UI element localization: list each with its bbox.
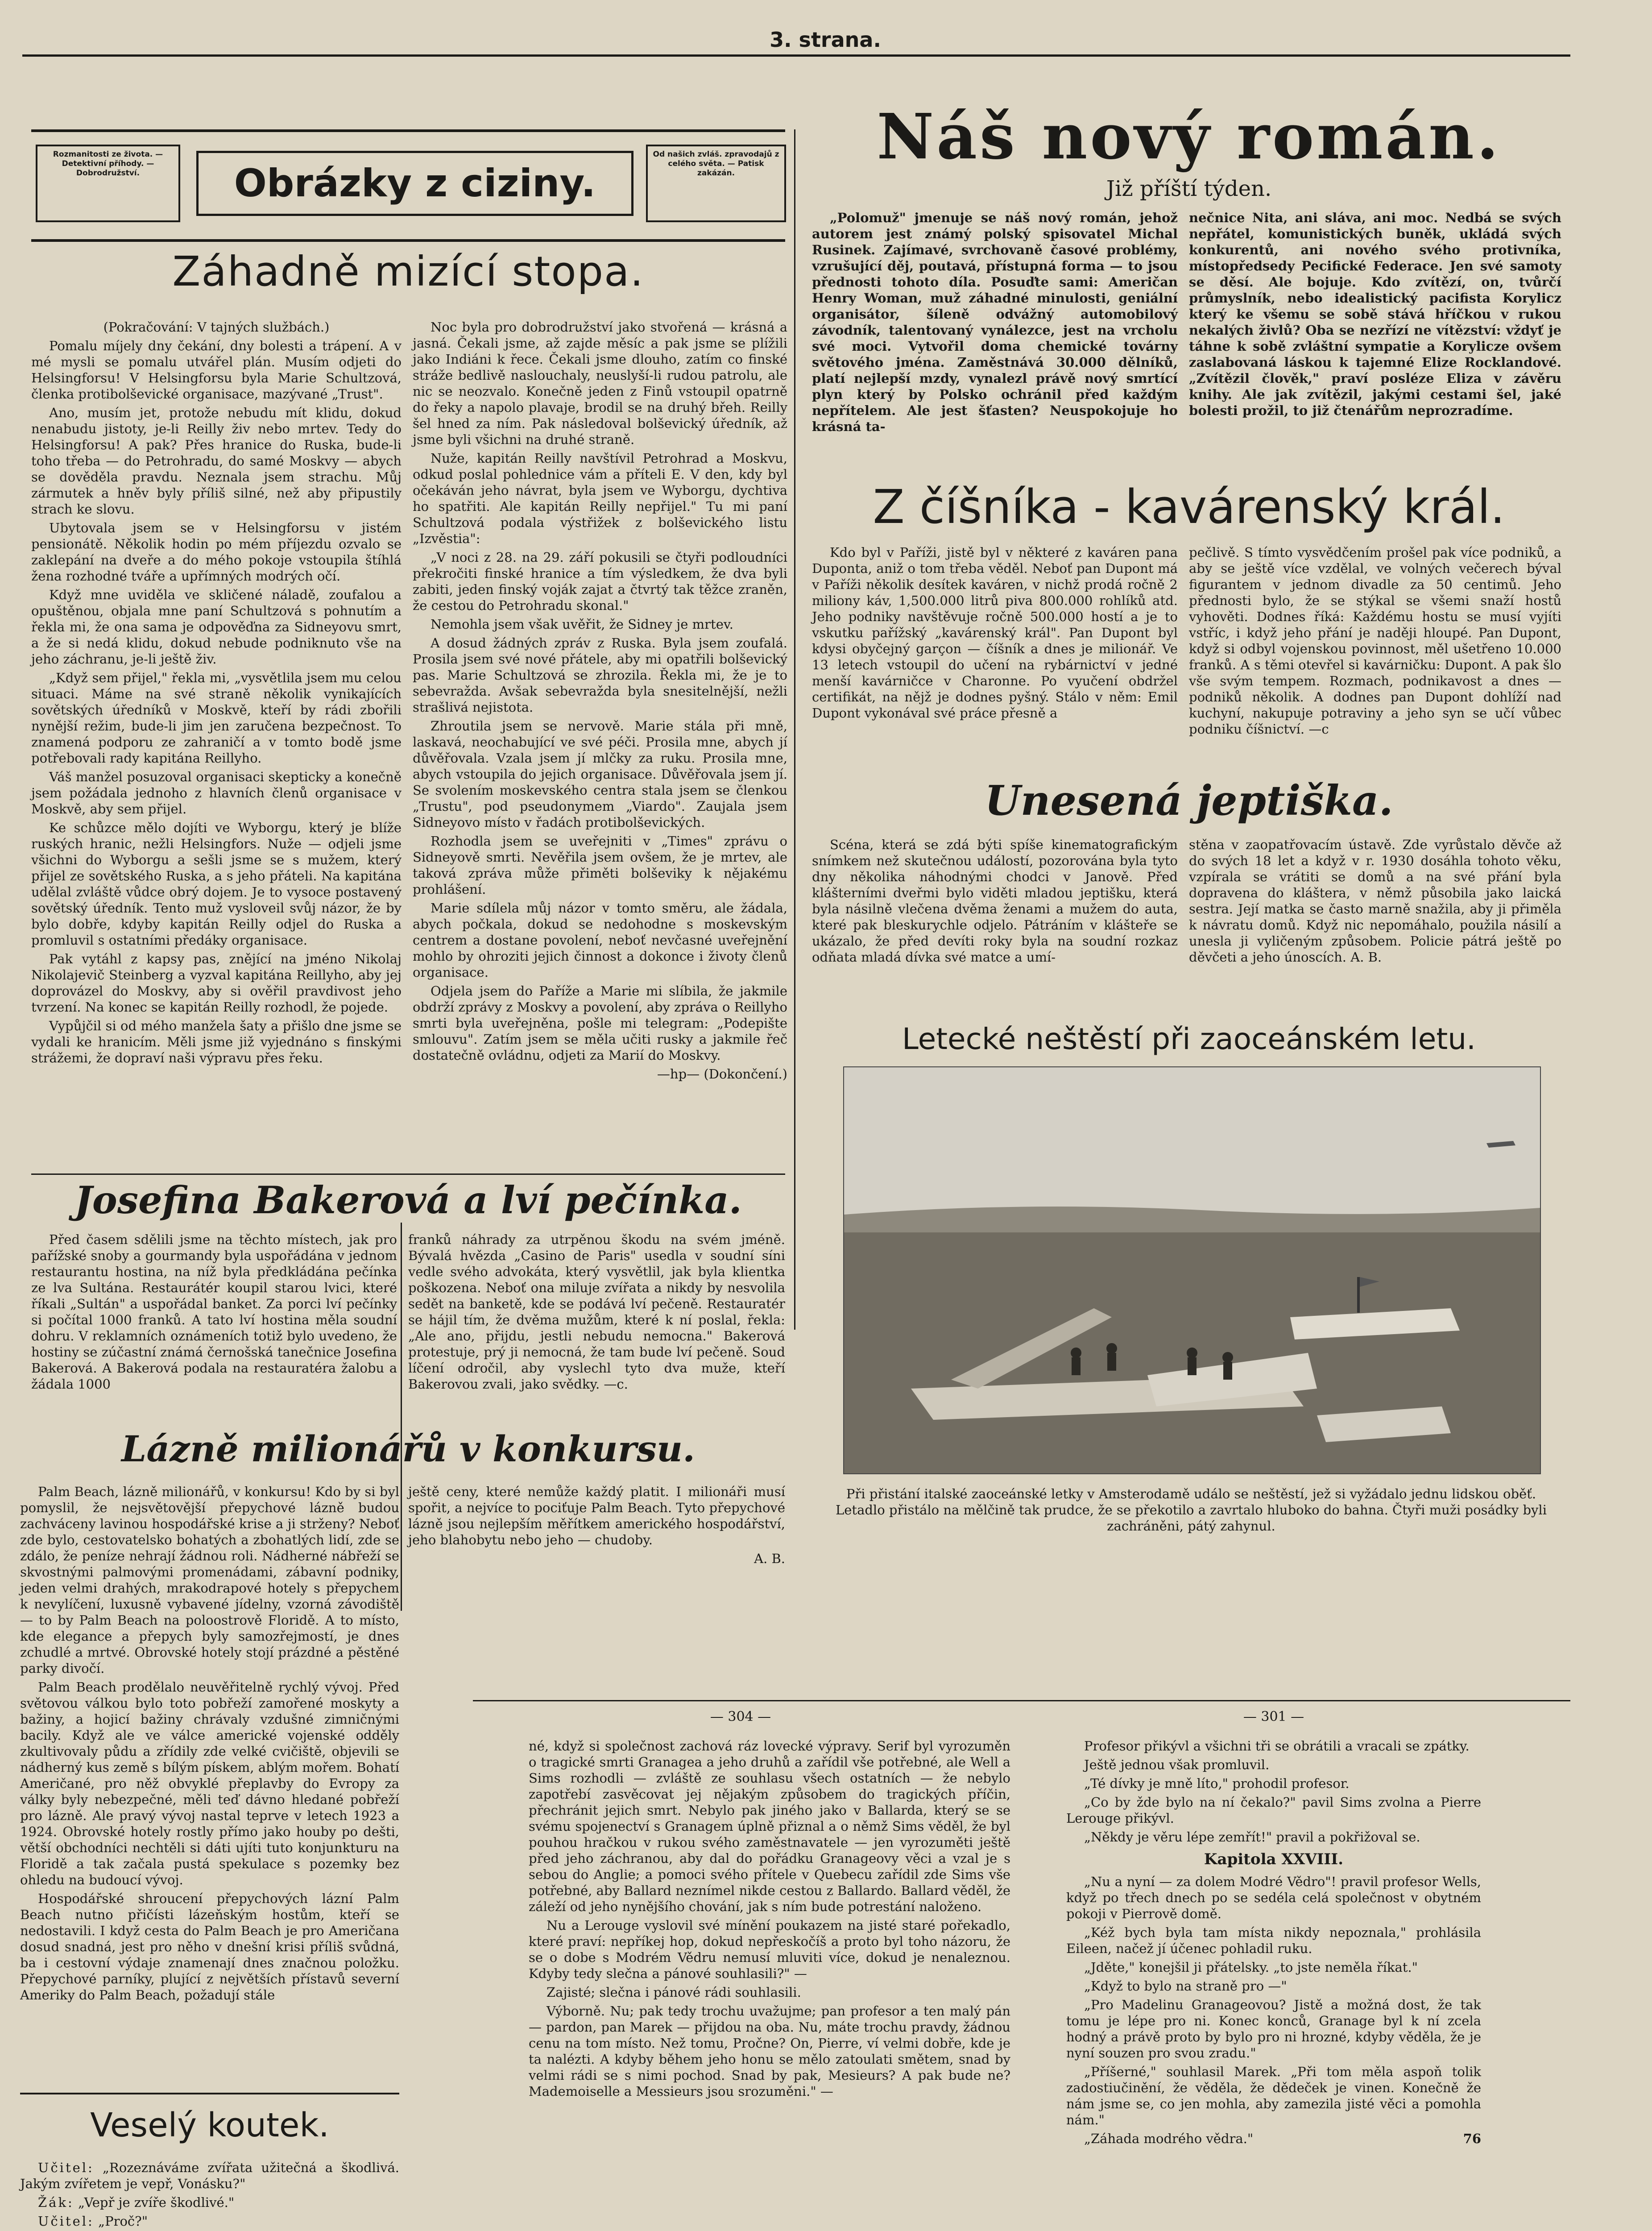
photo-scene <box>844 1067 1540 1473</box>
serial-paragraph: „Někdy je věru lépe zemřít!" pravil a pokřižoval se. <box>1084 1829 1420 1845</box>
joke-text: „Rozeznáváme zvířata užitečná a škodlivá. Jakým zvířetem je vepř, Vonásku?" <box>20 2160 400 2191</box>
zahadne-paragraph: Odjela jsem do Paříže a Marie mi slíbila, že jakmile obdrží zprávy z Moskvy a povolení, aby zpráva o Reillyho smrti byla uveřejněna, pošle mi telegram: „Podepište smlouvu". Zatím jsem se měla učiti rusky a jakmile řeč dostatečně ovládnu, odjeti za Marií do Moskvy. <box>413 983 787 1063</box>
joke-text: „Proč?" <box>98 2214 148 2229</box>
serial-paragraph: „Příšerné," souhlasil Marek. „Při tom měla aspoň tolik zadostiučinění, že věděla, že dědeček je vinen. Konečně že nám jsme se, co jen mohla, aby zamezila jisté věci a pomohla nám." <box>1066 2064 1481 2127</box>
vertical-divider-top <box>794 129 795 1330</box>
zahadne-paragraph: Noc byla pro dobrodružství jako stvořená — krásná a jasná. Čekali jsme, až zajde měsíc a pak jsme se plížili jako Indiáni k řece. Čekali jsme dlouho, zatím co finské stráže bedlivě naslouchaly, neuslyší-li rudou patrolu, ale nic se neozvalo. Konečně jeden z Finů vstoupil opatrně do řeky a napolo plavaje, brodil se na druhý břeh. Reilly šel hned za ním. Pak následoval bolševický úředník, až jsme byli všichni na druhé straně. <box>413 319 787 447</box>
serial-paragraph: „Co by žde bylo na ní čekalo?" pavil Sims zvolna a Pierre Lerouge přikývl. <box>1066 1795 1481 1826</box>
serial-paragraph: Výborně. Nu; pak tedy trochu uvažujme; pan profesor a ten malý pán — pardon, pan Marek — přijdou na oba. Nu, máte trochu pravdy, žádnou cenu na tom místo. Než tomu, Pročne? On, Pierre, ví velmi dobře, kde je ta nalézti. A kdyby během jeho honu se mělo zatoulati smětem, snad by velmi rádi se s nimi pochod. Snad by pak, Mesieurs? A pak bude ne? Mademoiselle a Messieurs jsou srozuměni." — <box>529 2003 1010 2099</box>
article-title-cisnik: Z číšníka - kavárenský král. <box>873 480 1505 534</box>
vesely-joke <box>20 2160 399 2231</box>
josefina-text-1: Před časem sdělili jsme na těchto místech, jak pro pařížské snoby a gourmandy byla uspořádána v jednom restaurantu hostina, na níž byla předkládána pečínka ze lva Sultána. Restaurátér koupil starou lvici, které říkali „Sultán" a uspořádal banket. Za porci lví pečínky si počítal 1000 franků. A tato lví hostina měla soudní dohru. V reklamních oznámeních totiž bylo uvedeno, že hostiny se zúčastní známá černošská tanečnice Josefina Bakerová. A Bakerová podala na restauratéra žalobu a žádala 1000 <box>31 1232 397 1392</box>
zahadne-signature: —hp— (Dokončení.) <box>657 1066 787 1082</box>
article-title-josefina: Josefina Bakerová a lví pečínka. <box>75 1178 742 1222</box>
cisnik-text-2: pečlivě. S tímto vysvědčením prošel pak více podniků, a aby se ještě více vzdělal, ve volných večerech býval figurantem v jednom divadle za 50 centimů. Jeho přednosti bylo, že se stýkal se všemi snaží hostů vyhověti. Dodnes říká: Každému hostu se musí vyjíti vstříc, i když jeho přání je naději hloupé. Pan Dupont, když si odbyl vojenskou povinnost, měl ušetřeno 10.000 franků. A s těmi otevřel si kavárničku: Dupont. A pak šlo vše svým tempem. Rozmach, podnikavost a dnes — podniků několik. A dodnes pan Dupont dohlíží nad kuchyní, nakupuje potraviny a jeho syn se učí vůbec podniku číšnictví. —c <box>1189 545 1561 737</box>
serial-paragraph: „Záhada modrého vědra." <box>1084 2131 1254 2146</box>
cisnik-col2 <box>1189 544 1561 740</box>
section-banner <box>31 129 785 242</box>
zahadne-paragraph: „Když sem přijel," řekla mi, „vysvětlila jsem mu celou situaci. Máme na své straně několik vynikajících sovětských úředníků v Moskvě, kteří by rádi zbořili nynější režim, bude-li jim jen zaručena bezpečnost. To znamená podporu ze zahraničí a v tomto bodě jsme potřebovali rady kapitána Reillyho. <box>31 670 402 766</box>
lazne-col1 <box>20 1484 399 2006</box>
serial-issue-number: 76 <box>1463 2131 1481 2146</box>
cisnik-text-1: Kdo byl v Paříži, jistě byl v některé z kaváren pana Duponta, aniž o tom třeba věděl. Neboť pan Dupont má v Paříži několik desítek kaváren, v nichž prodá ročně 2 miliony káv, 1,500.000 litrů piva 800.000 rohlíků atd. Jeho podniky navštěvuje ročně 500.000 hostí a je to vskutku pařížský „kavárenský král". Pan Dupont byl kdysi obyčejný garçon — číšník a dnes je milionář. Ve 13 letech vstoupil do učení na rybárnictví v jedné menší kavárničce v Charonne. Po vyučení obdržel certifikát, na nějž je dodnes pyšný. Stálo v něm: Emil Dupont vykonával své práce přesně a <box>812 545 1178 721</box>
josefina-text-2: franků náhrady za utrpěnou škodu na svém jméně. Bývalá hvězda „Casino de Paris" usedla v soudní síni vedle svého advokáta, který vysvětlil, jak byla klientka poškozena. Neboť ona miluje zvířata a nikdy by nesvolila sedět na banketě, kde se podává lví pečeně. Restauratér se hájil tím, že dvěma mužům, které k ní poslal, řekla: „Ale ano, přijdu, jestli nebudu nemocna." Bakerová protestuje, prý ji nemocná, že tam bude lví pečeně. Soud líčení odročil, aby vyslechl tyto dva muže, kteří Bakerovou zvali, jako svědky. —c. <box>408 1232 785 1392</box>
serial-paragraph: „Jděte," konejšil ji přátelsky. „to jste neměla říkat." <box>1084 1960 1418 1975</box>
letecke-caption <box>825 1486 1557 1534</box>
zahadne-paragraph: Rozhodla jsem se uveřejniti v „Times" zprávu o Sidneyově smrti. Nevěřila jsem ovšem, že je mrtev, ale taková zpráva může přiměti bolševiky k nějakému prohlášení. <box>413 834 787 897</box>
joke-speaker: Učitel: <box>38 2214 94 2229</box>
novel-subtitle: Již příští týden. <box>1106 176 1272 201</box>
zahadne-subtitle: (Pokračování: V tajných službách.) <box>103 319 330 335</box>
lazne-paragraph: Palm Beach prodělalo neuvěřitelně rychlý vývoj. Před světovou válkou bylo toto pobřeží zamořené moskyty a bažiny, a hojicí bažiny chrávaly vzdušné zimničnými bacily. Když ale ve válce americké vojenské odděly zkultivovaly půdu a zřídily zde velké cvičiště, objevili se nádherný kus země s bílým pískem, ablým mořem. Bohatí Američané, pro něž obvyklé přeplavby do Evropy za války byly nebezpečné, měli teď dávno hledané pobřeží pro lázně. Ale pravý vývoj nastal teprve v letech 1923 a 1924. Obrovské hotely rostly přímo jako houby po dešti, větší obchodníci nechtěli si dáti ujíti tuto konjunkturu na Floridě a tak začala pustá spekulace s pozemky bez ohledu na budoucí vývoj. <box>20 1679 399 1887</box>
joke-speaker: Učitel: <box>38 2160 94 2175</box>
zahadne-paragraph: Ke schůzce mělo dojíti ve Wyborgu, který je blíže ruských hranic, nežli Helsingfors. Nuže — odjeli jsme všichni do Wyborgu a sešli jsme se s mužem, který přijel ze sovětského Ruska, a s jeho přáteli. Na kapitána udělal zvláště vůdce obrý dojem. Je to vysoce postavený sovětský úředník. Tento muž vysloveil svůj názor, že by bylo dobře, kdyby kapitán Reilly odjel do Ruska a promluvil s ostatními předáky organisace. <box>31 820 402 948</box>
page-label: 3. strana. <box>770 28 881 52</box>
joke-line <box>20 2160 399 2192</box>
zahadne-paragraph: A dosud žádných zpráv z Ruska. Byla jsem zoufalá. Prosila jsem své nové přátele, aby mi opatřili bolševický pas. Marie Schultzová se zhrozila. Řekla mi, že je to sebevražda. Avšak sebevražda byla snesitelnější, nežli strašlivá nejistota. <box>413 635 787 715</box>
zahadne-paragraph: Ano, musím jet, protože nebudu mít klidu, dokud nenabudu jistoty, je-li Reilly živ nebo mrtev. Tedy do Helsingforsu! A pak? Přes hranice do Ruska, bude-li toho třeba — do Petrohradu, do samé Moskvy — abych se dověděla pravdu. Neznala jsem strachu. Můj zármutek a hněv byly příliš silné, než aby připustily strach ke slovu. <box>31 405 402 517</box>
article-title-zahadne: Záhadně mizící stopa. <box>172 248 644 295</box>
serial-paragraph: Ještě jednou však promluvil. <box>1084 1757 1270 1772</box>
serial-paragraph: né, když si společnost zachová ráz lovecké výpravy. Serif byl vyrozuměn o tragické smrti Granagea a jeho druhů a zařídil vše potřebné, ale Well a Sims rozhodli — zvláště ze souhlasu všech ostatních — že nebylo zapotřebí zasvěcovat jej nějakým způsobem do tragických příčin, přechránit jejich smrt. Nebylo pak jiného jako v Ballarda, který se se svému spojenectví s Granagem úplně přiznal a o němž Sims věděl, že byl pouhou hračkou v rukou svého zaměstnavatele — jen vyrozuměti ještě před jeho záchranou, aby dal do pořádku Granageovy věci a vzal je s sebou do Anglie; a pomoci svého přítele v Quebecu zařídil zde Sims vše potřebné, aby Ballard neznímel nikde cestou z Ballardo. Ballard věděl, že záleží od jeho nynějšího chování, jak s ním bude potrestání naloženo. <box>529 1738 1010 1914</box>
jeptiska-text-1: Scéna, která se zdá býti spíše kinematografickým snímkem než skutečnou událostí, pozorována byla tyto dny několika náhodnými chodci v Janově. Před klášterními dveřmi bylo viděti mladou jeptišku, která byla násilně vlečena dvěma ženami a mužem do auta, které pak bleskurychle odjelo. Pátráním v klášteře se ukázalo, že před devíti roky byla na soudní rozkaz odňata mladá dívka své matce a umí- <box>812 837 1178 965</box>
novel-text-1: „Polomuž" jmenuje se náš nový román, jehož autorem jest známý polský spisovatel Michal Rusinek. Zajímavé, svrchovaně časové problémy, vzrušující děj, poutavá, přístupná forma — to jsou přednosti tohoto díla. Posuďte sami: Američan Henry Woman, muž záhadné minulosti, geniální organisátor, šíleně odvážný automobilový závodník, talentovaný vynálezce, jest na vrcholu své moci. Vytvořil doma chemické továrny světového jména. Zaměstnává 30.000 dělníků, platí nejlepší mzdy, vynalezl právě nový smrtící plyn který by Polsko ochránil před každým nepřítelem. Ale jest šťasten? Neuspokojuje ho krásná ta- <box>812 210 1178 434</box>
banner-title: Obrázky z ciziny. <box>196 151 633 216</box>
aircraft-accident-photo <box>843 1066 1541 1474</box>
novel-text-2: nečnice Nita, ani sláva, ani moc. Nedbá se svých nepřátel, komunistických buněk, ukládá svých konkurentů, ani nového svého protivníka, místopředsedy Pecifické Federace. Jen své samoty se děsí. Ale bojuje. Kdo zvítězí, on, tvůrčí průmyslník, nebo idealistický pacifista Korylicz který ke všemu se sobě stává hříčkou v rukou nekalých živlů? Oba se nezřízí ne vítězství: vždyť je táhne k sobě zvláštní sympatie a Koryliczе ovšem zaslabovaná láskou k tajemné Elize Rocklandové. „Zvítězil člověk," praví posléze Eliza v závěru knihy. Ale jak zvítězil, jakými cestami šel, jaké bolesti prožil, to již čtenářům neprozradíme. <box>1189 210 1561 418</box>
serial-paragraph: Nu a Lerouge vyslovil své mínění poukazem na jisté staré pořekadlo, které praví: nepříkej hop, dokud nepřeskočíš a proto byl toho názoru, že se o dobe s Modrém Vědru nemusí mluviti více, dokud je nenaleznou. Kdyby tedy slečna a pánové souhlasili?" — <box>529 1918 1010 1981</box>
banner-left-box: Rozmanitosti ze života. — Detektivní příhody. — Dobrodružství. <box>36 145 180 222</box>
serial-right-col <box>1066 1738 1481 2149</box>
serial-paragraph: Profesor přikývl a všichni tři se obrátili a vracali se zpátky. <box>1084 1738 1470 1754</box>
zahadne-paragraph: „V noci z 28. na 29. září pokusili se čtyři podloudníci překročiti finské hranice a tím výsledkem, že dva byli zabiti, jeden finský voják zajat a čtvrtý tak těžce zraněn, že cestou do Petrohradu skonal." <box>413 550 787 613</box>
jeptiska-col1 <box>812 837 1178 968</box>
vesely-frame <box>20 2093 399 2099</box>
zahadne-paragraph: Váš manžel posuzoval organisaci skepticky a konečně jsem požádala jednoho z hlavních členů organisace v Moskvě, aby sem přijel. <box>31 769 402 817</box>
zahadne-paragraph: Marie sdílela můj názor v tomto směru, ale žádala, abych počkala, dokud se nedohodne s moskevským centrem a dostane povolení, neboť nevčasné uveřejnění mohlo by ohroziti jejich činnost a dokonce i životy členů organisace. <box>413 900 787 980</box>
josefina-col2 <box>408 1232 785 1395</box>
lazne-signature: A. B. <box>754 1551 785 1566</box>
joke-line <box>20 2213 399 2229</box>
serial-paragraph: „Nu a nyní — za dolem Modré Vědro"! pravil profesor Wells, když po třech dnech po se sedéla celá společnost v obytném pokoji v Pierrově domě. <box>1066 1874 1481 1921</box>
joke-speaker: Žák: <box>38 2195 74 2210</box>
josefina-col1 <box>31 1232 397 1395</box>
serial-paragraph: Zajisté; slečna i pánové rádi souhlasili. <box>547 1985 801 2000</box>
article-title-vesely: Veselý koutek. <box>90 2106 329 2144</box>
novel-col1 <box>812 210 1178 437</box>
article-title-lazne: Lázně milionářů v konkursu. <box>121 1428 695 1470</box>
novel-title: Náš nový román. <box>877 100 1501 174</box>
joke-text: „Vepř je zvíře škodlivé." <box>78 2195 235 2210</box>
serial-paragraph: „Pro Madelinu Granageovou? Jistě a možná dost, že tak tomu je lépe pro ni. Konec konců, Granage byl k ní zcela hodný a právě proto by bylo pro ni hrozné, kdyby věděla, že je nyní souzen pro svou zradu." <box>1066 1997 1481 2061</box>
serial-paragraph: „Kéž bych byla tam místa nikdy nepoznala," prohlásila Eileen, načež jí účenec pohladil ruku. <box>1066 1925 1481 1956</box>
serial-right-page-number: — 301 — <box>1243 1709 1304 1725</box>
divider-josefina <box>31 1174 785 1175</box>
serial-chapter-heading: Kapitola XXVIII. <box>1204 1850 1344 1868</box>
joke-line <box>20 2194 399 2210</box>
vertical-divider-lower-left <box>401 1223 402 1611</box>
lazne-col2 <box>408 1484 785 1569</box>
lazne-paragraph: Palm Beach, lázně milionářů, v konkursu! Kdo by si byl pomyslil, že nejsvětovější přepychové lázně budou zachváceny lavinou hospodářské krise a ji strženy? Neboť zde bylo, cestovatelsko bohatých a zbohatlých lidí, zde se zdálo, že peníze nehrají žádnou roli. Nádherné nábřeží se skvostnými palmovými promenádami, zábavní podniky, jeden velmi drahých, mrakodrapové hotely s přepychem k nevylíčení, luxusně vybavené jídelny, vzorná závodiště — to by Palm Beach na poloostrově Floridě. A to místo, kde elegance a přepych byly samozřejmostí, je dnes zchudlé a mrtvé. Obrovské hotely stojí prázdné a pěstěné parky divočí. <box>20 1484 399 1676</box>
zahadne-paragraph: Nuže, kapitán Reilly navštívil Petrohrad a Moskvu, odkud poslal pohlednice vám a příteli E. V den, kdy byl očekáván jeho návrat, byla jsem ve Wyborgu, dychtiva ho spatřiti. Ale kapitán Reilly nepřijel." Tu mi paní Schultzová podala výstřižek z bolševického listu „Izvěstia": <box>413 451 787 546</box>
cisnik-col1 <box>812 544 1178 724</box>
flag-pole <box>1357 1277 1360 1313</box>
article-title-letecke: Letecké neštěstí při zaoceánském letu. <box>902 1022 1476 1056</box>
zahadne-col1 <box>31 319 402 1069</box>
jeptiska-text-2: stěna v zaopatřovacím ústavě. Zde vyrůstalo děvče až do svých 18 let a když v r. 1930 dosáhla tohoto věku, vzpírala se vrátiti se domů a na své přání byla dopravena do kláštera, v němž působila jako laická sestra. Její matka se často marně snažila, aby ji přiměla k návratu domů. Když nic nepomáhalo, použila násilí a unesla ji vyličeným způsobem. Policie pátrá ještě po děvčeti a jeho únoscích. A. B. <box>1189 837 1561 965</box>
zahadne-paragraph: Nemohla jsem však uvěřit, že Sidney je mrtev. <box>431 617 734 632</box>
banner-right-box: Od našich zvláš. zpravodajů z celého světa. — Patisk zakázán. <box>646 145 786 222</box>
zahadne-paragraph: Vypůjčil si od mého manžela šaty a přišlo dne jsme se vydali ke hranicím. Měli jsme již vyjednáno s finskými strážemi, že dopraví naši výpravu přes řeku. <box>31 1018 402 1066</box>
serial-paragraph: „Té dívky je mně líto," prohodil profesor. <box>1084 1776 1350 1791</box>
zahadne-paragraph: Pak vytáhl z kapsy pas, znějící na jméno Nikolaj Nikolajevič Steinberg a vyzval kapitána Reillyho, aby jej doprovázel do Moskvy, aby si ověřil pravdivost jeho tvrzení. Na konec se kapitán Reilly rozhodl, že pojede. <box>31 951 402 1015</box>
top-rule <box>22 54 1570 57</box>
lazne-text-2: ještě ceny, které nemůže každý platit. I milionáři musí spořit, a nejvíce to pociťuje Palm Beach. Tyto přepychové lázně jsou nejlepším měřítkem amerického hospodářství, jeho blahobytu nebo jeho — chudoby. <box>408 1484 785 1547</box>
photo-caption: Při přistání italské zaoceánské letky v Amsterodamě událo se neštěstí, jež si vyžádalo jednu lidskou oběť. Letadlo přistálo na mělčině tak prudce, že se překotilo a zavrtalo hluboko do bahna. Čtyři muži posádky byli zachráněni, pátý zahynul. <box>836 1486 1547 1534</box>
zahadne-paragraph: Ubytovala jsem se v Helsingforsu v jistém pensionátě. Několik hodin po mém příjezdu ozvalo se zaklepání na dveře a do mého pokoje vstoupila štíhlá žena rozhodné tváře a upřímných modrých očí. <box>31 520 402 584</box>
serial-paragraph: „Když to bylo na straně pro —" <box>1084 1978 1287 1994</box>
lazne-paragraph: Hospodářské shroucení přepychových lázní Palm Beach nutno přičísti lázeňským hostům, kteří se nedostavili. I když cesta do Palm Beach je pro Američana dosud snadná, jest pro něho v dnešní krisi příliš svůdná, ba i cestovní výdaje znamenají dnes značnou položku. Přepychové parníky, plující z největších přístavů severní Ameriky do Palm Beach, požadují stále <box>20 1891 399 2003</box>
serial-frame <box>473 1700 1570 1701</box>
article-title-jeptiska: Unesená jeptiška. <box>985 776 1393 825</box>
zahadne-col2 <box>413 319 787 1085</box>
serial-left-page-number: — 304 — <box>710 1709 771 1725</box>
jeptiska-col2 <box>1189 837 1561 968</box>
novel-col2 <box>1189 210 1561 421</box>
serial-left-col <box>529 1738 1010 2102</box>
zahadne-paragraph: Když mne uviděla ve skličené náladě, zoufalou a opuštěnou, objala mne paní Schultzová s pohnutím a řekla mi, že ona sama je odpověďna za Sidneyovu smrt, a že si nedá klidu, dokud nebude podniknuto vše na jeho záchranu, je-li ještě živ. <box>31 587 402 667</box>
zahadne-paragraph: Pomalu míjely dny čekání, dny bolesti a trápení. A v mé mysli se pomalu utvářel plán. Musím odjeti do Helsingforsu! V Helsingforsu byla Marie Schultzová, členka protibolševické organisace, mazývané „Trust". <box>31 338 402 402</box>
zahadne-paragraph: Zhroutila jsem se nervově. Marie stála při mně, laskavá, neochabující ve své péči. Prosila mne, abych jí důvěřovala. Vzala jsem jí mlčky za ruku. Prosila mne, abych vstoupila do jejich organisace. Důvěřovala jsem jí. Se svolením moskevského centra stala jsem se členkou „Trustu", pod pseudonymem „Viardo". Zaujala jsem Sidneyovo místo v řadách protibolševických. <box>413 718 787 830</box>
